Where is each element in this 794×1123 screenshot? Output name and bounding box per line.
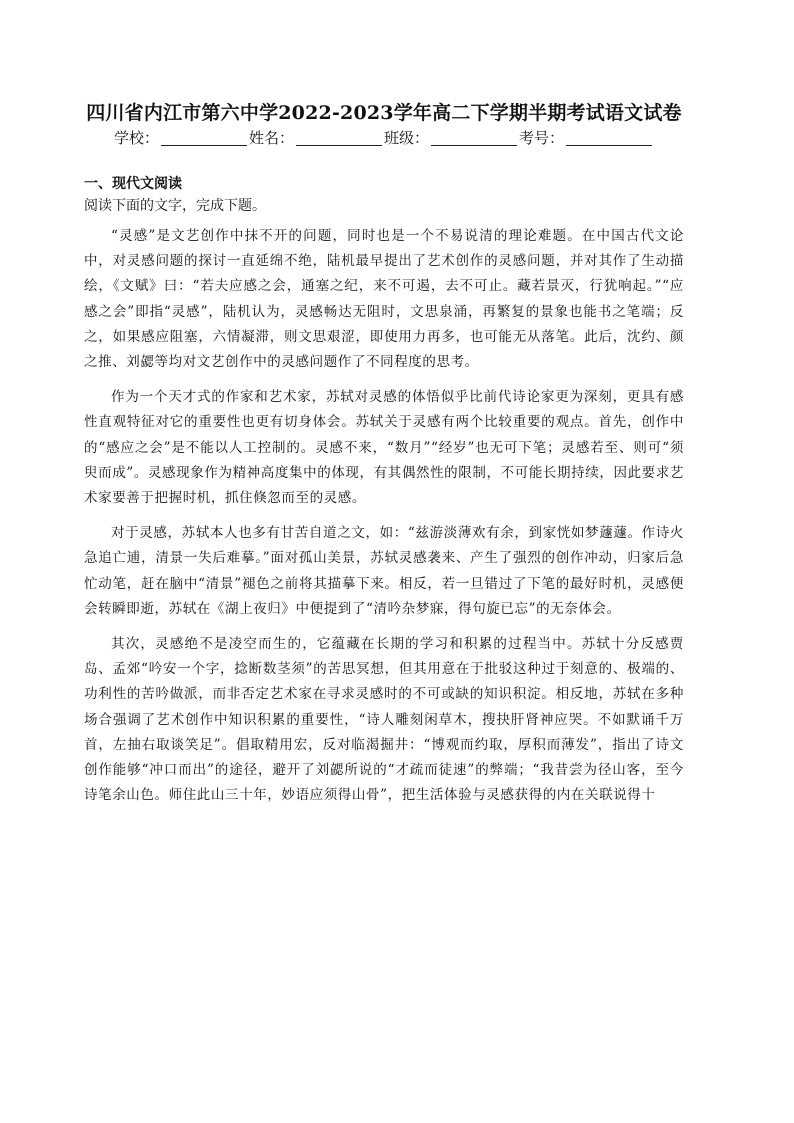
school-label: 学校： xyxy=(113,129,159,147)
class-label: 班级： xyxy=(384,129,430,147)
reading-paragraph: 对于灵感，苏轼本人也多有甘苦自道之文，如：“兹游淡薄欢有余，到家恍如梦蘧蘧。作诗火急追亡逋，清景一失后难摹。”面对孤山美景，苏轼灵感袭来、产生了强烈的创作冲动，归家后急忙动笔，赶在脑中“清景”褪色之前将其描摹下来。相反，若一旦错过了下笔的最好时机，灵感便会转瞬即逝，苏轼在《湖上夜归》中便提到了“清吟杂梦寐，得句旋已忘”的无奈体会。 xyxy=(84,525,684,617)
page-title: 四川省内江市第六中学2022-2023学年高二下学期半期考试语文试卷 xyxy=(86,102,682,124)
number-blank[interactable] xyxy=(566,129,652,146)
student-info-line xyxy=(84,126,684,150)
reading-paragraph: 其次，灵感绝不是凌空而生的，它蕴藏在长期的学习和积累的过程当中。苏轼十分反感贾岛、孟郊“吟安一个字，捻断数茎须”的苦思冥想，但其用意在于批驳这种过于刻意的、极端的、功利性的苦吟做派，而非否定艺术家在寻求灵感时的不可或缺的知识积淀。相反地，苏轼在多种场合强调了艺术创作中知识积累的重要性，“诗人雕刻闲草木，搜抉肝肾神应哭。不如默诵千万首，左抽右取谈笑足”。倡取精用宏，反对临渴掘井：“博观而约取，厚积而薄发”，指出了诗文创作能够“冲口而出”的途径，避开了刘勰所说的“才疏而徒速”的弊端；“我昔尝为径山客，至今诗笔余山色。师住此山三十年，妙语应须得山骨”，把生活体验与灵感获得的内在关联说得十 xyxy=(84,636,684,804)
reading-paragraph: 作为一个天才式的作家和艺术家，苏轼对灵感的体悟似乎比前代诗论家更为深刻，更具有感性直观特征对它的重要性也更有切身体会。苏轼关于灵感有两个比较重要的观点。首先，创作中的“感应之会”是不能以人工控制的。灵感不来，“数月”“经岁”也无可下笔；灵感若至、则可“须臾而成”。灵感现象作为精神高度集中的体现，有其偶然性的限制，不可能长期持续，因此要求艺术家要善于把握时机，抓住倏忽而至的灵感。 xyxy=(84,389,684,507)
number-label: 考号： xyxy=(519,129,565,147)
class-blank[interactable] xyxy=(431,129,517,146)
name-label: 姓名： xyxy=(248,129,294,147)
section-instruction: 阅读下面的文字，完成下题。 xyxy=(84,198,266,214)
section-heading: 一、现代文阅读 xyxy=(84,176,182,192)
school-blank[interactable] xyxy=(161,129,247,146)
name-blank[interactable] xyxy=(296,129,382,146)
reading-paragraph: “灵感”是文艺创作中抹不开的问题，同时也是一个不易说清的理论难题。在中国古代文论中，对灵感问题的探讨一直延绵不绝，陆机最早提出了艺术创作的灵感问题，并对其作了生动描绘，《文赋》曰：“若夫应感之会，通塞之纪，来不可遏，去不可止。藏若景灭，行犹响起。”“应感之会”即指“灵感”，陆机认为，灵感畅达无阻时，文思泉涌，再繁复的景象也能书之笔端；反之，如果感应阻塞，六情凝滞，则文思艰涩，即使用力再多，也可能无从落笔。此后，沈约、颜之推、刘勰等均对文艺创作中的灵感问题作了不同程度的思考。 xyxy=(84,228,684,371)
